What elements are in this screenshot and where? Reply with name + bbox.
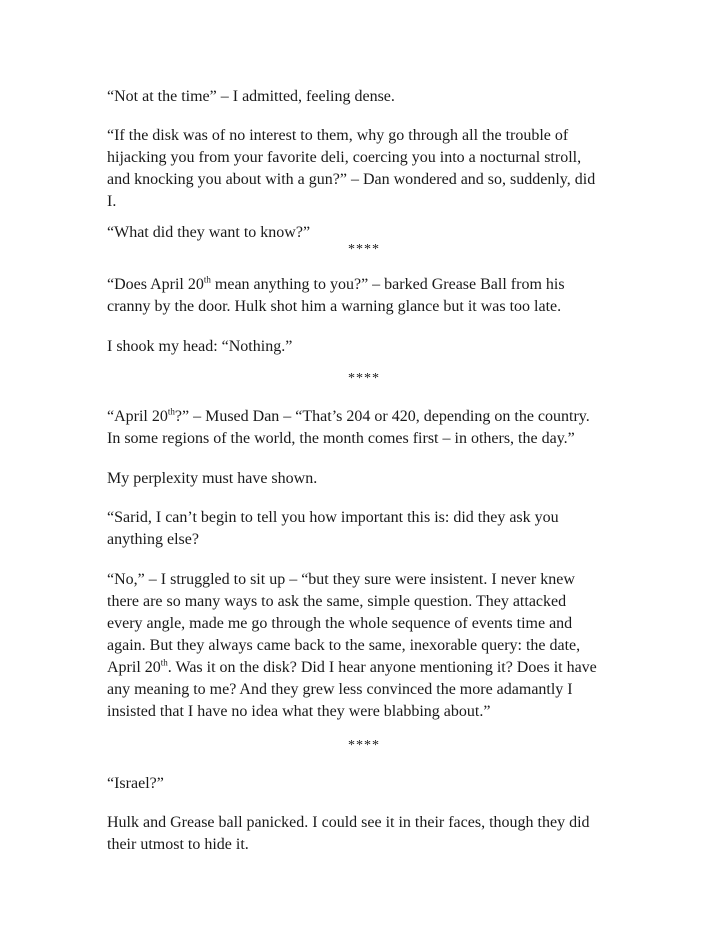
paragraph-line: “Sarid, I can’t begin to tell you how important this is: did they ask you xyxy=(107,509,559,526)
paragraph-line: “If the disk was of no interest to them, why go through all the trouble of xyxy=(107,127,569,144)
paragraph-line: again. But they always came back to the same, inexorable query: the date, xyxy=(107,637,581,654)
paragraph-line: In some regions of the world, the month comes first – in others, the day.” xyxy=(107,430,575,447)
paragraph-line: “Israel?” xyxy=(107,775,164,792)
section-separator: **** xyxy=(348,371,380,386)
section-separator: **** xyxy=(348,738,380,753)
paragraph-line: there are so many ways to ask the same, simple question. They attacked xyxy=(107,593,567,610)
line-text: ?” – Mused Dan – “That’s 204 or 420, depending on the country. xyxy=(174,408,590,425)
paragraph-line: “Not at the time” – I admitted, feeling dense. xyxy=(107,88,395,105)
paragraph-line: I. xyxy=(107,193,117,210)
line-text: . Was it on the disk? Did I hear anyone mentioning it? Does it have xyxy=(167,659,597,676)
paragraph-line: cranny by the door. Hulk shot him a warning glance but it was too late. xyxy=(107,298,562,315)
line-text: mean anything to you?” – barked Grease Ball from his xyxy=(210,276,565,293)
paragraph-line: “No,” – I struggled to sit up – “but they sure were insistent. I never knew xyxy=(107,571,575,588)
paragraph-line: any meaning to me? And they grew less convinced the more adamantly I xyxy=(107,681,573,698)
ordinal-suffix: th xyxy=(160,657,168,668)
line-text: “April 20 xyxy=(107,408,168,425)
ordinal-suffix: th xyxy=(167,406,175,417)
ordinal-suffix: th xyxy=(203,274,211,285)
line-text: “Does April 20 xyxy=(107,276,204,293)
paragraph-line xyxy=(107,657,667,679)
paragraph-line: and knocking you about with a gun?” – Dan wondered and so, suddenly, did xyxy=(107,171,596,188)
paragraph-line: “What did they want to know?” xyxy=(107,224,311,241)
paragraph-line: I shook my head: “Nothing.” xyxy=(107,338,293,355)
paragraph-line: insisted that I have no idea what they were blabbing about.” xyxy=(107,703,491,720)
paragraph-line: anything else? xyxy=(107,531,199,548)
line-text: April 20 xyxy=(107,659,161,676)
paragraph-line: hijacking you from your favorite deli, coercing you into a nocturnal stroll, xyxy=(107,149,582,166)
paragraph-line: My perplexity must have shown. xyxy=(107,470,318,487)
paragraph-line xyxy=(107,406,667,428)
paragraph-line: Hulk and Grease ball panicked. I could see it in their faces, though they did xyxy=(107,814,590,831)
section-separator: **** xyxy=(348,242,380,257)
paragraph-line xyxy=(107,274,667,296)
paragraph-line: their utmost to hide it. xyxy=(107,836,249,853)
paragraph-line: every angle, made me go through the whole sequence of events time and xyxy=(107,615,573,632)
